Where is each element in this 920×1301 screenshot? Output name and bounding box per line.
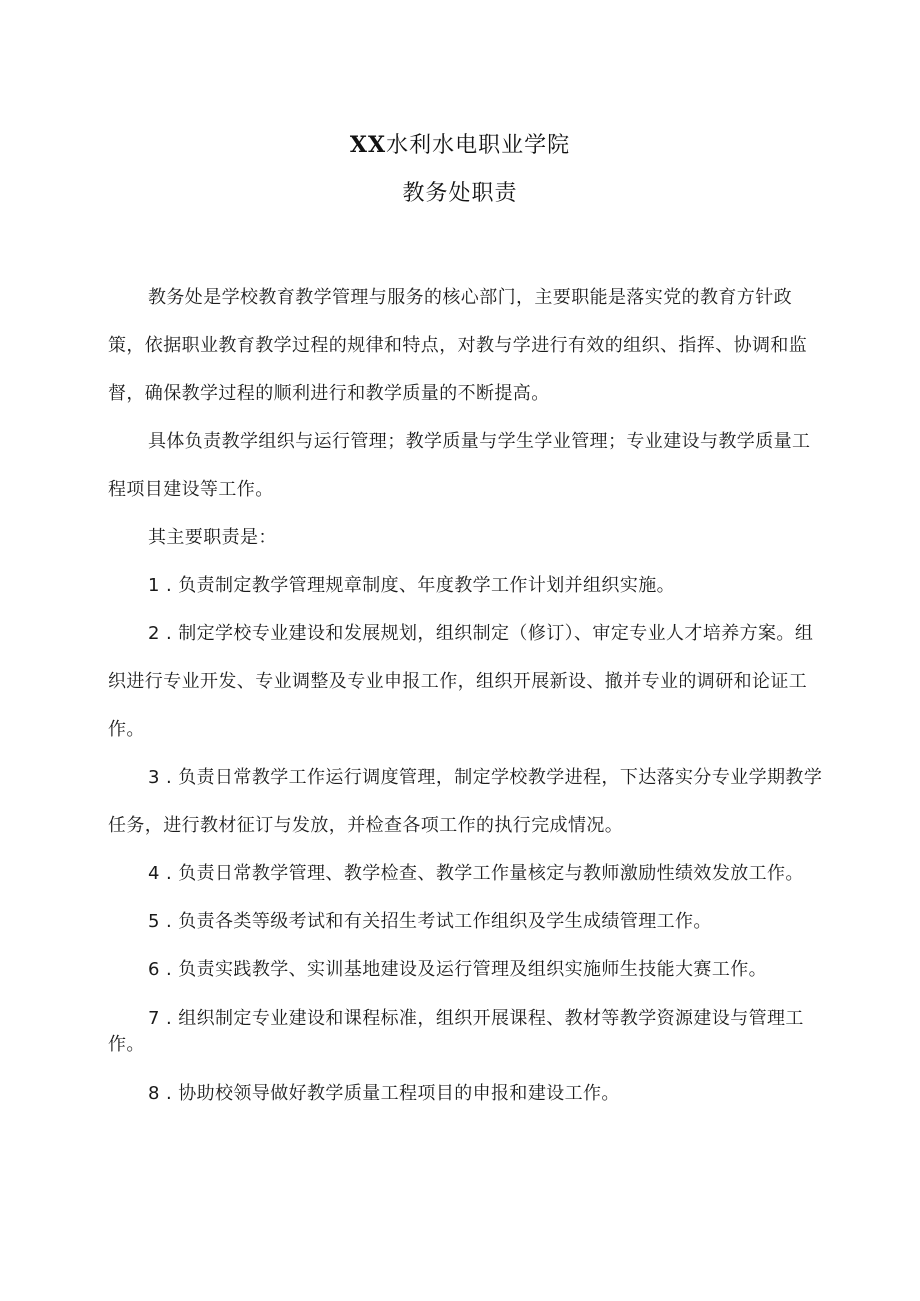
intro-paragraph: 教务处是学校教育教学管理与服务的核心部门，主要职能是落实党的教育方针政策，依据职业教育教学过程的规律和特点，对教与学进行有效的组织、指挥、协调和监督，确保教学过程的顺利进行和教学质量的不断提高。 [108,287,808,404]
title-prefix: XX [349,132,387,158]
duties-heading: 其主要职责是： [148,527,277,548]
scope-paragraph: 具体负责教学组织与运行管理；教学质量与学生学业管理；专业建设与教学质量工程项目建设等工作。 [108,431,811,500]
document-title [0,126,920,165]
duty-item-1: 1 . 负责制定教学管理规章制度、年度教学工作计划并组织实施。 [148,575,676,596]
duty-item-7: 7 . 组织制定专业建设和课程标准，组织开展课程、教材等教学资源建设与管理工作。 [108,1008,804,1055]
duty-item-3: 3 . 负责日常教学工作运行调度管理，制定学校教学进程，下达落实分专业学期教学任务，进行教材征订与发放，并检查各项工作的执行完成情况。 [108,767,823,836]
duty-item-5: 5 . 负责各类等级考试和有关招生考试工作组织及学生成绩管理工作。 [148,911,712,932]
duty-item-6: 6 . 负责实践教学、实训基地建设及运行管理及组织实施师生技能大赛工作。 [148,959,768,980]
document-body [108,274,824,1118]
duty-item-8: 8 . 协助校领导做好教学质量工程项目的申报和建设工作。 [148,1083,620,1104]
document-header [0,126,920,213]
duty-item-2: 2 . 制定学校专业建设和发展规划，组织制定（修订）、审定专业人才培养方案。组织进行专业开发、专业调整及专业申报工作，组织开展新设、撤并专业的调研和论证工作。 [108,623,814,740]
title-main: 水利水电职业学院 [386,133,571,158]
document-subtitle: 教务处职责 [402,181,518,206]
duty-item-4: 4 . 负责日常教学管理、教学检查、教学工作量核定与教师激励性绩效发放工作。 [148,863,804,884]
